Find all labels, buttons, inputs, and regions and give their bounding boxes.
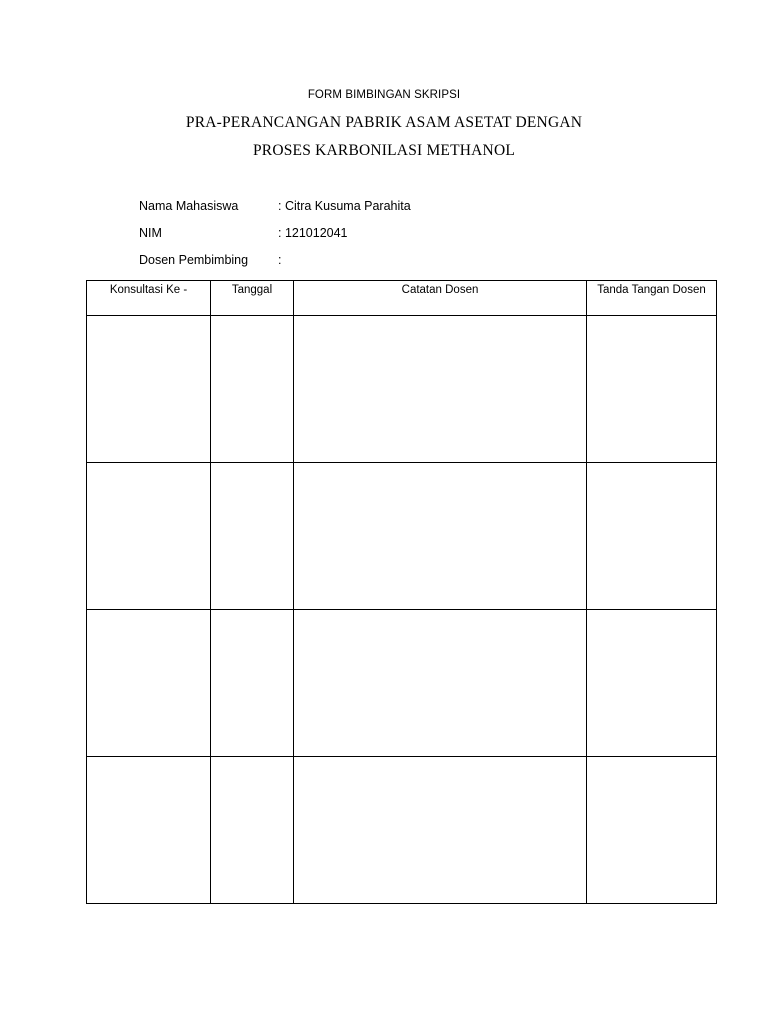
supervisor-value: :: [278, 253, 282, 267]
student-name-value: : Citra Kusuma Parahita: [278, 199, 411, 213]
header-date: Tanggal: [211, 281, 294, 316]
student-id-label: NIM: [139, 226, 162, 240]
table-cell: [87, 757, 211, 904]
table-cell: [587, 757, 717, 904]
form-title: FORM BIMBINGAN SKRIPSI: [307, 89, 461, 101]
table-header-row: [87, 281, 717, 316]
student-name-label: Nama Mahasiswa: [139, 199, 239, 213]
table-cell: [294, 757, 587, 904]
student-id-value: : 121012041: [278, 226, 348, 240]
table-cell: [211, 610, 294, 757]
table-cell: [211, 757, 294, 904]
table-cell: [587, 463, 717, 610]
table-cell: [294, 610, 587, 757]
consultation-table: [86, 280, 717, 904]
table-cell: [87, 610, 211, 757]
table-cell: [211, 463, 294, 610]
table-cell: [87, 463, 211, 610]
table-cell: [211, 316, 294, 463]
thesis-title-line-1: PRA-PERANCANGAN PABRIK ASAM ASETAT DENGAN: [185, 114, 583, 131]
table-row: [87, 757, 717, 904]
header-lecturer-signature: Tanda Tangan Dosen: [587, 281, 717, 316]
thesis-title-line-2: PROSES KARBONILASI METHANOL: [252, 142, 516, 159]
table-row: [87, 610, 717, 757]
header-lecturer-notes: Catatan Dosen: [294, 281, 587, 316]
table-cell: [87, 316, 211, 463]
table-cell: [587, 316, 717, 463]
supervisor-label: Dosen Pembimbing: [139, 253, 249, 267]
table-row: [87, 316, 717, 463]
header-consultation-number: Konsultasi Ke -: [87, 281, 211, 316]
table-cell: [294, 316, 587, 463]
table-cell: [294, 463, 587, 610]
table-row: [87, 463, 717, 610]
table-cell: [587, 610, 717, 757]
